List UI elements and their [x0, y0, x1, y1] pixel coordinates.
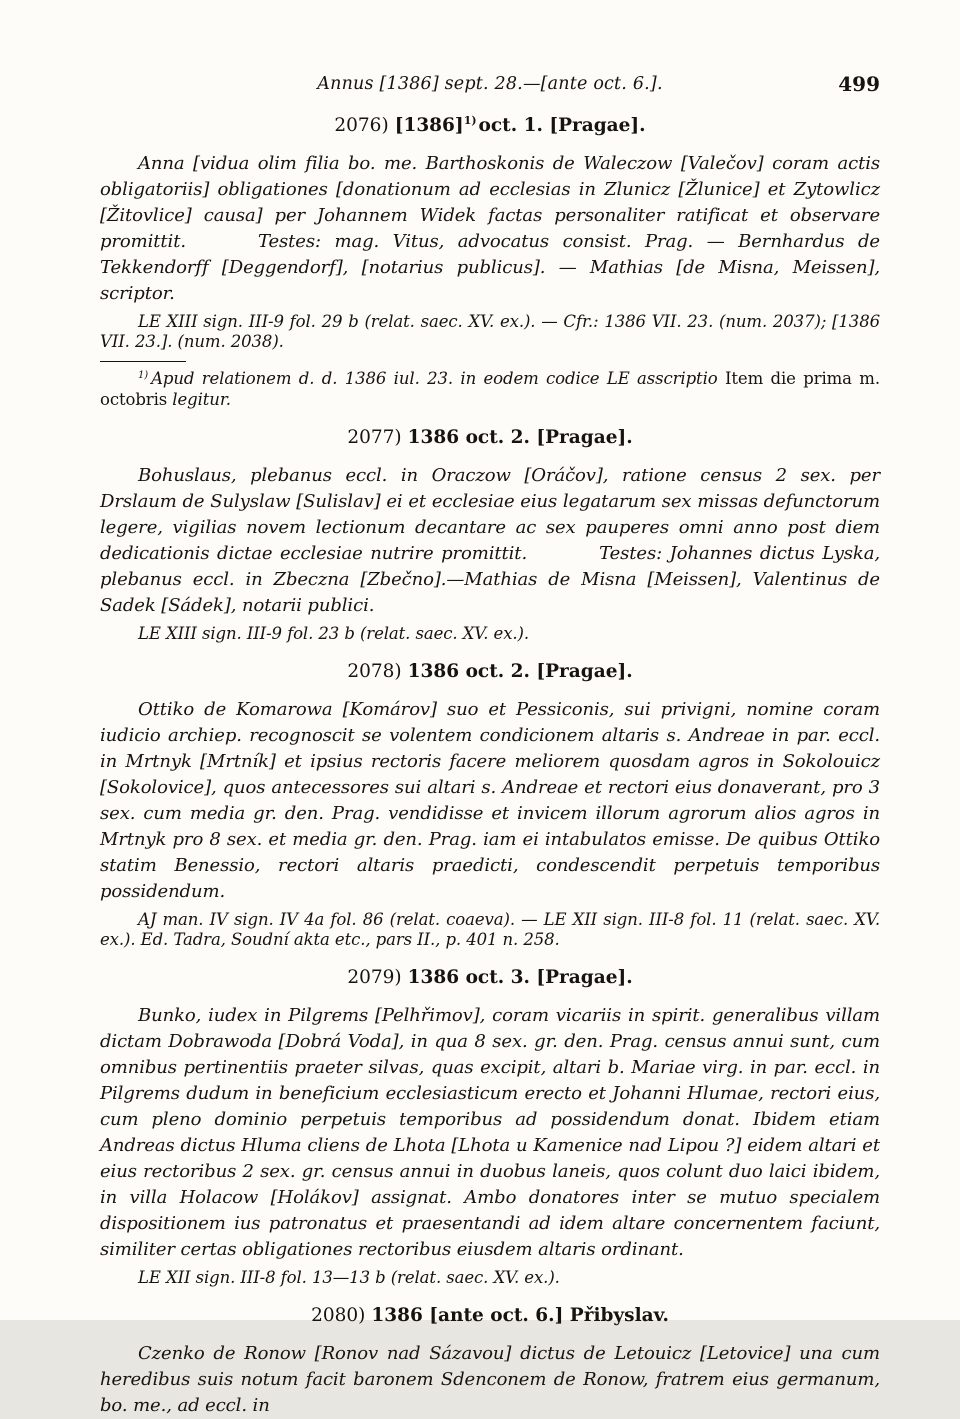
entry-date: 1386 oct. 2. [Pragae]. — [407, 661, 633, 682]
page-number: 499 — [838, 72, 880, 96]
testes-clause: Testes: mag. Vitus, advocatus consist. Prag. — Bernhardus de Tekkendorff [Deggendorf], [notarius publicus]. — Mathias [de Misna, Meissen], scriptor. — [100, 231, 880, 304]
entry-number: 2077) — [347, 427, 402, 448]
entry-date: 1386 [ante oct. 6.] Přibyslav. — [371, 1305, 669, 1326]
entry-heading — [100, 1304, 880, 1328]
footnote-marker: 1) — [138, 369, 149, 381]
entry-heading — [100, 966, 880, 990]
footnote-reference: 1) — [463, 113, 477, 127]
footnote-quoted-text: Item die prima m. octobris — [100, 369, 880, 409]
entry-heading — [100, 114, 880, 138]
entry-2076 — [100, 114, 880, 352]
entry-2077 — [100, 426, 880, 644]
entry-citation: LE XIII sign. III-9 fol. 23 b (relat. saec. XV. ex.). — [138, 624, 530, 643]
footnote-rule — [100, 361, 186, 362]
entry-2080 — [100, 1304, 880, 1419]
footnote: $^{1)}$ Apud relationem d. d. 1386 iul. 23. in eodem codice LE asscriptio Item die prima m. octobris legitur. — [100, 369, 880, 409]
entry-number: 2079) — [347, 967, 402, 988]
entry-body: Czenko de Ronow [Ronov nad Sázavou] dictus de Letouicz [Letovice] una cum heredibus suis notum facit baronem Sdenconem de Ronow, fratrem eius germanum, bo. me., ad eccl. in — [100, 1343, 880, 1416]
entry-citation: LE XII sign. III-8 fol. 13—13 b (relat. saec. XV. ex.). — [138, 1268, 560, 1287]
entry-2079 — [100, 966, 880, 1288]
entry-2078 — [100, 660, 880, 950]
running-head — [100, 74, 880, 98]
entry-date: $[1386]^{1)}$ oct. 1. [Pragae]. — [394, 113, 646, 136]
running-head-title: Annus [1386] sept. 28.—[ante oct. 6.]. — [317, 74, 663, 94]
entry-number: 2078) — [347, 661, 402, 682]
entry-body: Bohuslaus, plebanus eccl. in Oraczow [Oráčov], ratione census 2 sex. per Drslaum de Sulyslaw [Sulislav] ei et ecclesiae eius legatarum sex missas defunctorum legere, vigilias novem lectionum decantare ac sex pauperes omni anno post diem dedicationis dictae ecclesiae nutrire promittit. Testes: Johannes dictus Lyska, plebanus eccl. in Zbeczna [Zbečno].—Mathias de Misna [Meissen], Valentinus de Sadek [Sádek], notarii publici. — [100, 465, 880, 616]
entry-citation: LE XIII sign. III-9 fol. 29 b (relat. saec. XV. ex.). — Cfr.: 1386 VII. 23. (num. 2037); [1386 VII. 23.]. (num. 2038). — [100, 312, 880, 351]
entry-number: 2076) — [334, 115, 389, 136]
entry-number: 2080) — [311, 1305, 366, 1326]
entry-date: 1386 oct. 2. [Pragae]. — [407, 427, 633, 448]
entry-date: 1386 oct. 3. [Pragae]. — [407, 967, 633, 988]
entry-heading — [100, 660, 880, 684]
entry-body: Ottiko de Komarowa [Komárov] suo et Pessiconis, sui privigni, nomine coram iudicio archiep. recognoscit se volentem condicionem altaris s. Andreae in par. eccl. in Mrtnyk [Mrtník] et ipsius rectoris facere meliorem quosdam agros in Sokolouicz [Sokolovice], quos antecessores sui altari s. Andreae et rectori eius donaverant, pro 3 sex. cum media gr. den. Prag. vendidisse et invicem illorum agrorum alios agros in Mrtnyk pro 8 sex. et media gr. den. Prag. iam ei intabulatos emisse. De quibus Ottiko statim Benessio, rectori altaris praedicti, condescendit perpetuis temporibus possidendum. — [100, 699, 880, 902]
entry-body: Anna [vidua olim filia bo. me. Barthoskonis de Waleczow [Valečov] coram actis obligatoriis] obligationes [donationum ad ecclesias in Zlunicz [Žlunice] et Zytowlicz [Žitovlice] causa] per Johannem Widek factas personaliter ratificat et observare promittit. Testes: mag. Vitus, advocatus consist. Prag. — Bernhardus de Tekkendorff [Deggendorf], [notarius publicus]. — Mathias [de Misna, Meissen], scriptor. — [100, 153, 880, 304]
entry-body: Bunko, iudex in Pilgrems [Pelhřimov], coram vicariis in spirit. generalibus villam dictam Dobrawoda [Dobrá Voda], in qua 8 sex. gr. den. Prag. census annui sunt, cum omnibus pertinentiis praeter silvas, quas excipit, altari b. Mariae virg. in par. eccl. in Pilgrems dudum in beneficium ecclesiasticum erecto et Johanni Hlumae, rectori eius, cum pleno dominio perpetuis temporibus ad possidendum donat. Ibidem etiam Andreas dictus Hluma cliens de Lhota [Lhota u Kamenice nad Lipou ?] eidem altari et eius rectoribus 2 sex. gr. census annui in duobus laneis, quos colunt duo laici ibidem, in villa Holacow [Holákov] assignat. Ambo donatores inter se mutuo specialem dispositionem ius patronatus et praesentandi ad idem altare concernentem faciunt, similiter certas obligationes rectoribus eiusdem altaris ordinant. — [100, 1005, 880, 1260]
testes-clause: Testes: Johannes dictus Lyska, plebanus eccl. in Zbeczna [Zbečno].—Mathias de Misna [Meissen], Valentinus de Sadek [Sádek], notarii publici. — [100, 543, 880, 616]
entry-citation: AJ man. IV sign. IV 4a fol. 86 (relat. coaeva). — LE XII sign. III-8 fol. 11 (relat. saec. XV. ex.). Ed. Tadra, Soudní akta etc., pars II., p. 401 n. 258. — [100, 910, 880, 949]
entry-heading — [100, 426, 880, 450]
